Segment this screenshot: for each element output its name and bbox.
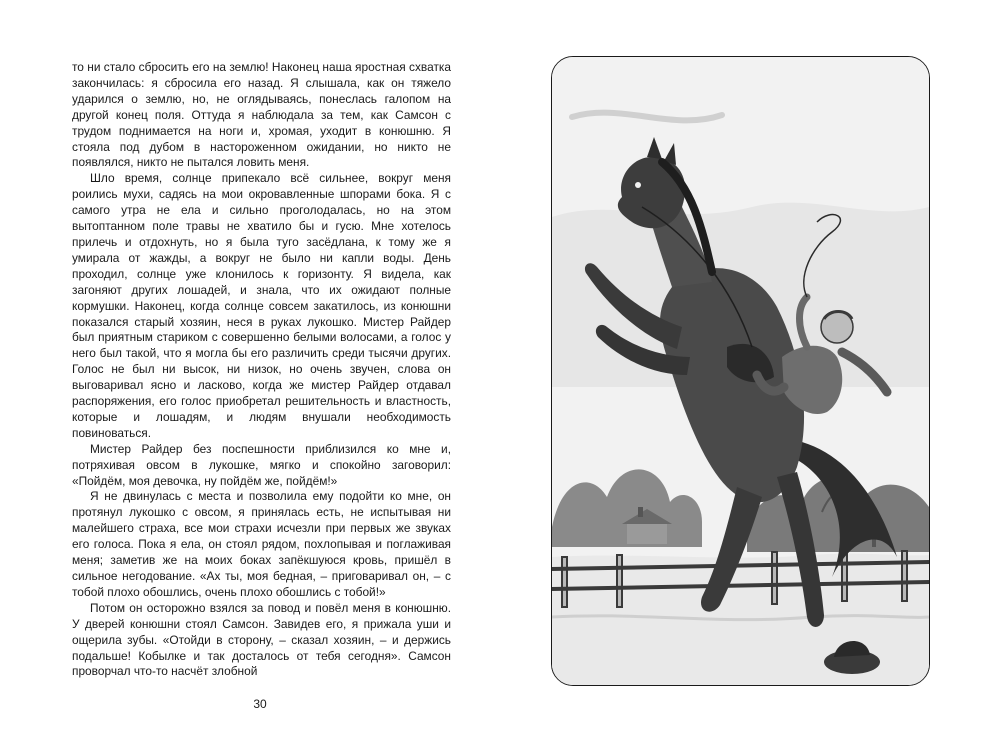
body-text xyxy=(72,60,451,680)
paragraph-4: Я не двинулась с места и позволила ему подойти ко мне, он протянул лукошко с овсом, я принялась есть, не испытывая ни малейшего страха, все мои страхи исчезли при первых же звуках его голоса. Пока я ела, он стоял рядом, похлопывая и поглаживая меня; заметив же на моих боках запёкшуюся кровь, пришёл в сильное негодование. «Ах ты, моя бедная, – приговаривал он, – с тобой плохо обошлись, очень плохо обошлись с тобой!» xyxy=(72,489,451,599)
left-page xyxy=(0,0,500,750)
paragraph-1: то ни стало сбросить его на землю! Наконец наша яростная схватка закончилась: я сбросила его назад. Я слышала, как он тяжело ударился о землю, но, не оглядываясь, понеслась галопом на другой конец поля. Оттуда я наблюдала за тем, как Самсон с трудом поднимается на ноги и, хромая, уходит в конюшню. Я стояла под дубом в настороженном ожидании, но никто не появлялся, никто не пытался ловить меня. xyxy=(72,60,451,170)
page-number: 30 xyxy=(253,697,267,711)
paragraph-3: Мистер Райдер без поспешности приблизился ко мне и, потряхивая овсом в лукошке, мягко и спокойно заговорил: «Пойдём, моя девочка, ну пойдём же, пойдём!» xyxy=(72,441,451,488)
paragraph-2: Шло время, солнце припекало всё сильнее, вокруг меня роились мухи, садясь на мои окровавленные шпорами бока. Я с самого утра не ела и сильно проголодалась, но на этом вытоптанном поле травы не хватило бы и гусю. Мне хотелось прилечь и отдохнуть, но я была туго засёдлана, к тому же я умирала от жажды, а вокруг не было ни капли воды. День проходил, солнце уже клонилось к горизонту. Я видела, как загоняют других лошадей, и знала, что их ожидают полные кормушки. Наконец, когда солнце совсем закатилось, из конюшни показался старый хозяин, неся в руках лукошко. Мистер Райдер был приятным стариком с совершенно белыми волосами, а голос у него был такой, что я могла бы его различить среди тысячи других. Голос не был ни высок, ни низок, но очень звучен, слова он выговаривал ясно и ласково, когда же мистер Райдер отдавал распоряжения, его голос приобретал решительность и властность, которые и лошадям, и людям внушали необходимость повиноваться. xyxy=(72,171,451,440)
horse-rider-illustration xyxy=(552,57,929,685)
illustration-frame xyxy=(551,56,930,686)
paragraph-5: Потом он осторожно взялся за повод и повёл меня в конюшню. У дверей конюшни стоял Самсон. Завидев его, я прижала уши и ощерила зубы. «Отойди в сторону, – сказал хозяин, – и держись подальше! Кобылке и так досталось от тебя сегодня». Самсон проворчал что-то насчёт злобной xyxy=(72,600,451,679)
